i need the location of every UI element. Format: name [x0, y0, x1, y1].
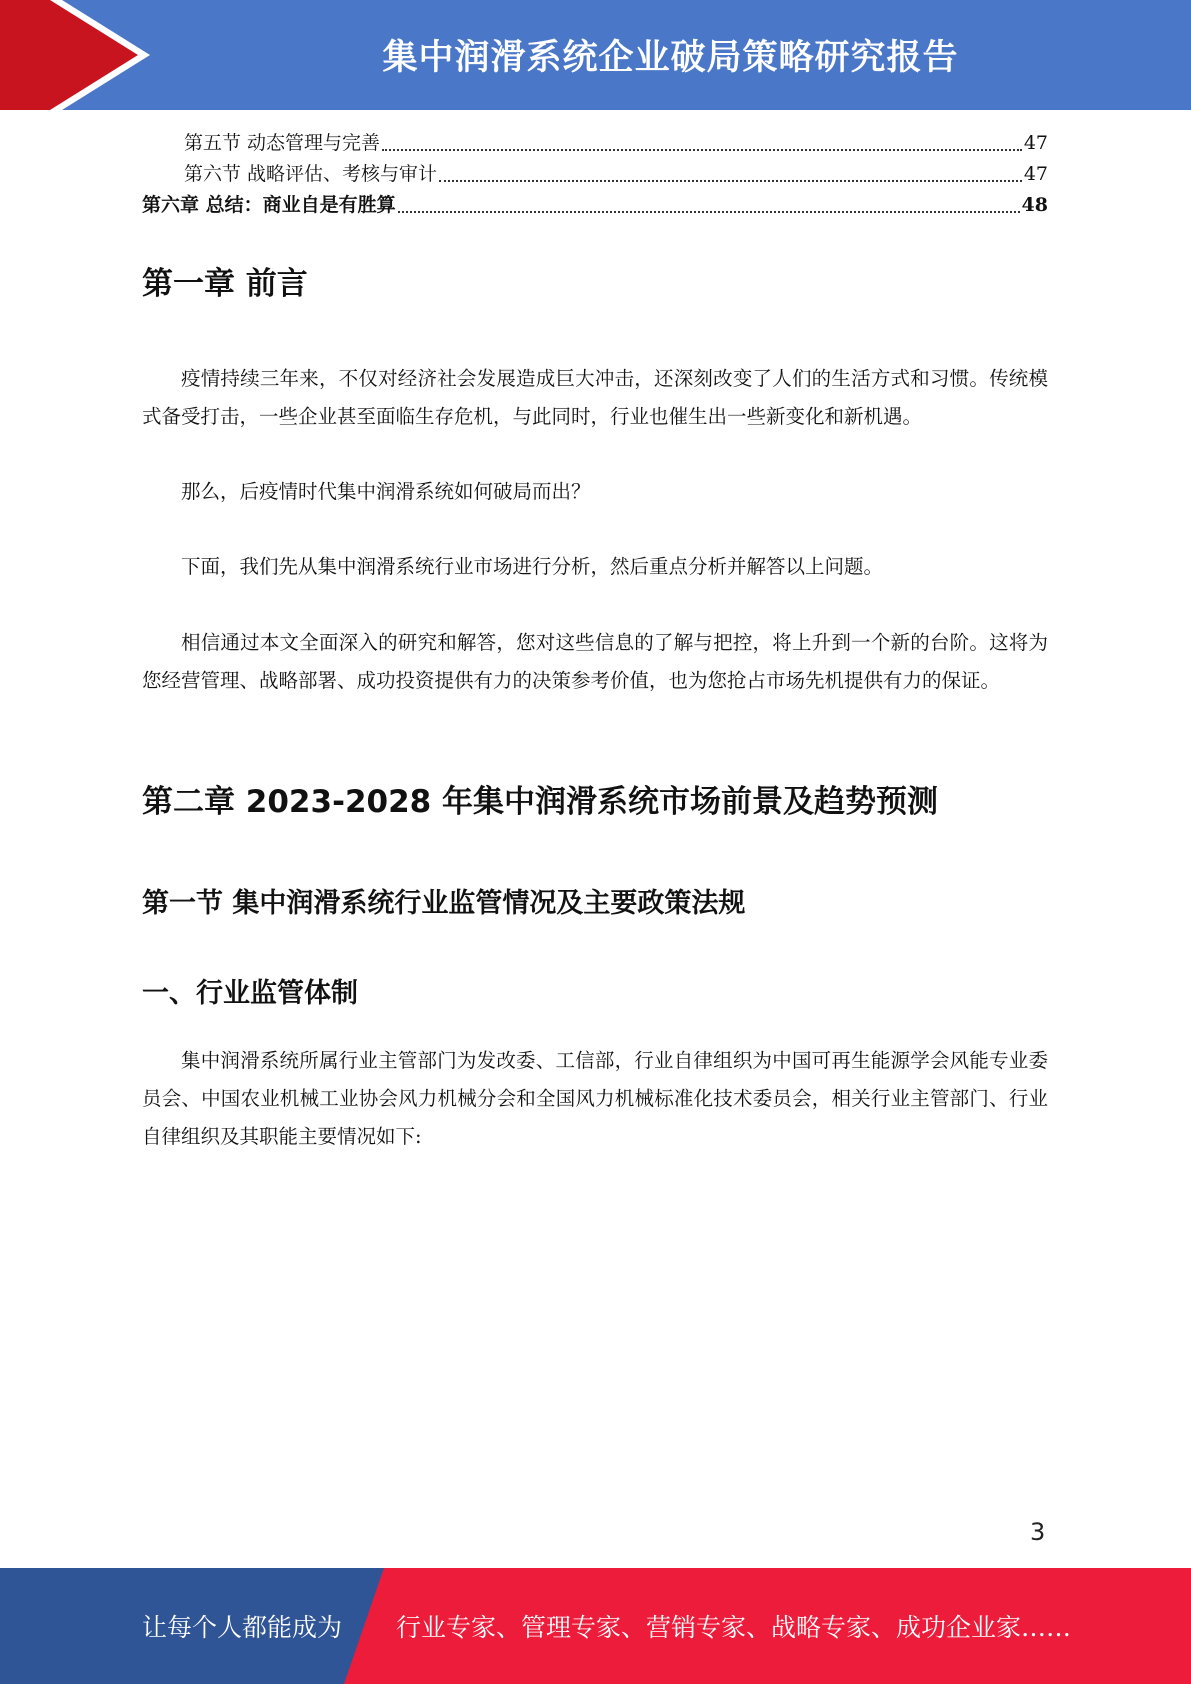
chapter-1-paragraph: 那么，后疫情时代集中润滑系统如何破局而出？ [181, 480, 591, 503]
toc-dot-leader [382, 149, 1022, 151]
toc-entry-label: 第六节 战略评估、考核与审计 [184, 163, 438, 185]
report-title: 集中润滑系统企业破局策略研究报告 [382, 38, 959, 78]
toc-entry-page: 47 [1023, 163, 1048, 185]
toc-entry-chapter[interactable] [142, 191, 1048, 219]
toc-entry-label: 第六章 总结：商业自是有胜算 [142, 194, 396, 216]
footer-slogan-left: 让每个人都能成为 [142, 1613, 343, 1642]
toc-entry[interactable] [184, 129, 1048, 157]
toc-entry-page: 48 [1021, 194, 1048, 216]
toc-dot-leader [439, 180, 1022, 182]
header-banner [0, 0, 1191, 110]
chapter-1-paragraph: 疫情持续三年来，不仅对经济社会发展造成巨大冲击，还深刻改变了人们的生活方式和习惯。传统模式备受打击，一些企业甚至面临生存危机，与此同时，行业也催生出一些新变化和新机遇。 [142, 367, 1048, 428]
section-paragraph: 集中润滑系统所属行业主管部门为发改委、工信部，行业自律组织为中国可再生能源学会风能专业委员会、中国农业机械工业协会风力机械分会和全国风力机械标准化技术委员会，相关行业主管部门、行业自律组织及其职能主要情况如下: [142, 1049, 1048, 1148]
page-number: 3 [1030, 1518, 1046, 1546]
subsection-heading: 一、行业监管体制 [142, 978, 358, 1009]
section-1-heading: 第一节 集中润滑系统行业监管情况及主要政策法规 [142, 888, 746, 919]
toc-entry-page: 47 [1023, 132, 1048, 154]
footer-banner [0, 1568, 1191, 1684]
toc-dot-leader [398, 211, 1020, 213]
chapter-1-heading: 第一章 前言 [142, 266, 308, 302]
header-arrow-decoration [0, 0, 160, 110]
toc-entry[interactable] [184, 160, 1048, 188]
chapter-1-paragraph: 相信通过本文全面深入的研究和解答，您对这些信息的了解与把控，将上升到一个新的台阶。这将为您经营管理、战略部署、成功投资提供有力的决策参考价值，也为您抢占市场先机提供有力的保证。 [142, 631, 1048, 692]
chapter-2-heading: 第二章 2023-2028 年集中润滑系统市场前景及趋势预测 [142, 784, 939, 820]
chapter-1-paragraph: 下面，我们先从集中润滑系统行业市场进行分析，然后重点分析并解答以上问题。 [181, 555, 884, 578]
toc-entry-label: 第五节 动态管理与完善 [184, 132, 381, 154]
footer-slogan-right: 行业专家、管理专家、营销专家、战略专家、成功企业家…… [396, 1613, 1072, 1642]
